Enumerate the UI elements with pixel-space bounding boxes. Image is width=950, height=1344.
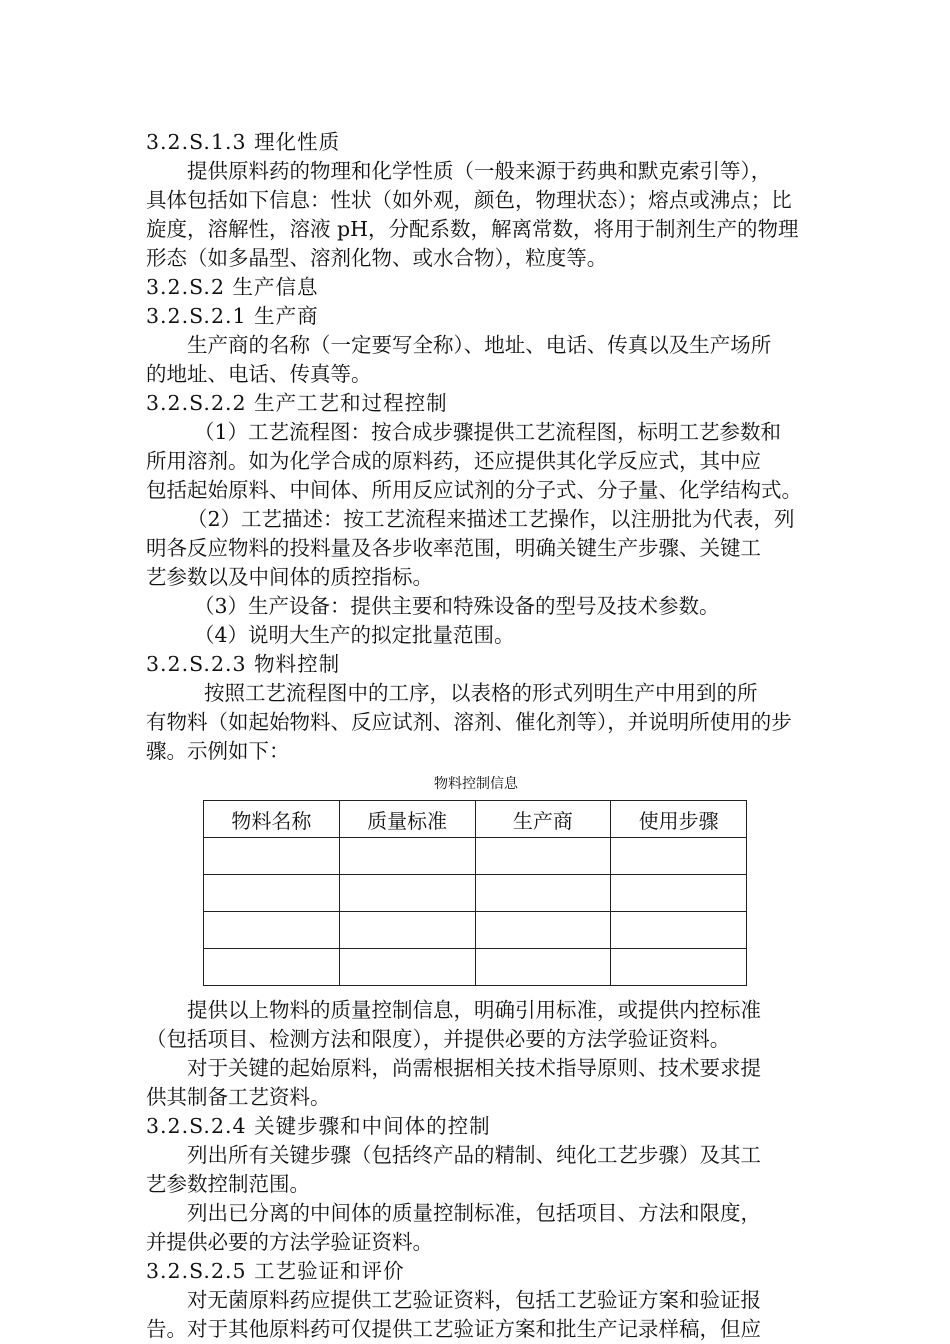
table-row — [204, 949, 747, 986]
paragraph-line: 所用溶剂。如为化学合成的原料药，还应提供其化学反应式，其中应 — [146, 449, 761, 473]
table-header-cell: 质量标准 — [339, 801, 475, 838]
paragraph-line: 列出所有关键步骤（包括终产品的精制、纯化工艺步骤）及其工 — [187, 1143, 761, 1167]
paragraph-line: 有物料（如起始物料、反应试剂、溶剂、催化剂等），并说明所使用的步 — [146, 710, 792, 734]
paragraph-line: 告。对于其他原料药可仅提供工艺验证方案和批生产记录样稿，但应 — [146, 1317, 761, 1341]
document-body — [146, 128, 806, 1344]
table-cell — [204, 912, 340, 949]
text-block-top — [146, 128, 806, 766]
table-cell — [339, 838, 475, 875]
section-heading: 3.2.S.2.1 生产商 — [146, 304, 319, 328]
table-cell — [611, 949, 747, 986]
paragraph-line: 提供以上物料的质量控制信息，明确引用标准，或提供内控标准 — [187, 998, 761, 1022]
table-cell — [611, 875, 747, 912]
paragraph-line: 艺参数以及中间体的质控指标。 — [146, 565, 433, 589]
table-header-cell: 物料名称 — [204, 801, 340, 838]
table-header-row — [204, 801, 747, 838]
section-heading: 3.2.S.2.3 物料控制 — [146, 652, 341, 676]
paragraph-line: 对于关键的起始原料，尚需根据相关技术指导原则、技术要求提 — [187, 1056, 761, 1080]
paragraph-line: 具体包括如下信息：性状（如外观，颜色，物理状态）；熔点或沸点；比 — [146, 188, 792, 212]
section-heading: 3.2.S.2.4 关键步骤和中间体的控制 — [146, 1114, 491, 1138]
section-heading: 3.2.S.2.2 生产工艺和过程控制 — [146, 391, 448, 415]
table-header-cell: 生产商 — [475, 801, 611, 838]
paragraph-line: 并提供必要的方法学验证资料。 — [146, 1230, 433, 1254]
table-cell — [204, 949, 340, 986]
paragraph-line: 提供原料药的物理和化学性质（一般来源于药典和默克索引等）， — [187, 159, 772, 183]
paragraph-line: （1）工艺流程图：按合成步骤提供工艺流程图，标明工艺参数和 — [194, 420, 782, 444]
paragraph-line: 形态（如多晶型、溶剂化物、或水合物），粒度等。 — [146, 246, 608, 270]
paragraph-line: 骤。示例如下： — [146, 739, 290, 763]
paragraph-line: （4）说明大生产的拟定批量范围。 — [194, 623, 515, 647]
paragraph-line: （3）生产设备：提供主要和特殊设备的型号及技术参数。 — [194, 594, 720, 618]
paragraph-line: 包括起始原料、中间体、所用反应试剂的分子式、分子量、化学结构式。 — [146, 478, 802, 502]
paragraph-line: 列出已分离的中间体的质量控制标准，包括项目、方法和限度， — [187, 1201, 761, 1225]
table-row — [204, 838, 747, 875]
paragraph-line: 的地址、电话、传真等。 — [146, 362, 372, 386]
paragraph-line: 旋度，溶解性，溶液 pH，分配系数，解离常数，将用于制剂生产的物理 — [146, 217, 799, 241]
table-cell — [339, 912, 475, 949]
table-header-cell: 使用步骤 — [611, 801, 747, 838]
table-row — [204, 912, 747, 949]
paragraph-line: （包括项目、检测方法和限度），并提供必要的方法学验证资料。 — [146, 1027, 731, 1051]
paragraph-line: 艺参数控制范围。 — [146, 1172, 310, 1196]
section-heading: 3.2.S.2.5 工艺验证和评价 — [146, 1259, 405, 1283]
table-cell — [204, 838, 340, 875]
paragraph-line: 生产商的名称（一定要写全称）、地址、电话、传真以及生产场所 — [187, 333, 772, 357]
paragraph-line: 按照工艺流程图中的工序，以表格的形式列明生产中用到的所 — [204, 681, 758, 705]
table-row — [204, 875, 747, 912]
text-block-bottom — [146, 996, 806, 1344]
table-cell — [611, 912, 747, 949]
paragraph-line: 供其制备工艺资料。 — [146, 1085, 331, 1109]
table-cell — [611, 838, 747, 875]
table-cell — [475, 912, 611, 949]
section-heading: 3.2.S.2 生产信息 — [146, 275, 319, 299]
table-cell — [204, 875, 340, 912]
paragraph-line: 明各反应物料的投料量及各步收率范围，明确关键生产步骤、关键工 — [146, 536, 761, 560]
table-cell — [475, 949, 611, 986]
table-cell — [475, 838, 611, 875]
table-cell — [339, 875, 475, 912]
paragraph-line: （2）工艺描述：按工艺流程来描述工艺操作，以注册批为代表，列 — [187, 507, 795, 531]
paragraph-line: 对无菌原料药应提供工艺验证资料，包括工艺验证方案和验证报 — [187, 1288, 761, 1312]
table-caption: 物料控制信息 — [434, 776, 518, 792]
table-cell — [475, 875, 611, 912]
section-heading: 3.2.S.1.3 理化性质 — [146, 130, 341, 154]
table-cell — [339, 949, 475, 986]
materials-control-table — [203, 800, 747, 986]
